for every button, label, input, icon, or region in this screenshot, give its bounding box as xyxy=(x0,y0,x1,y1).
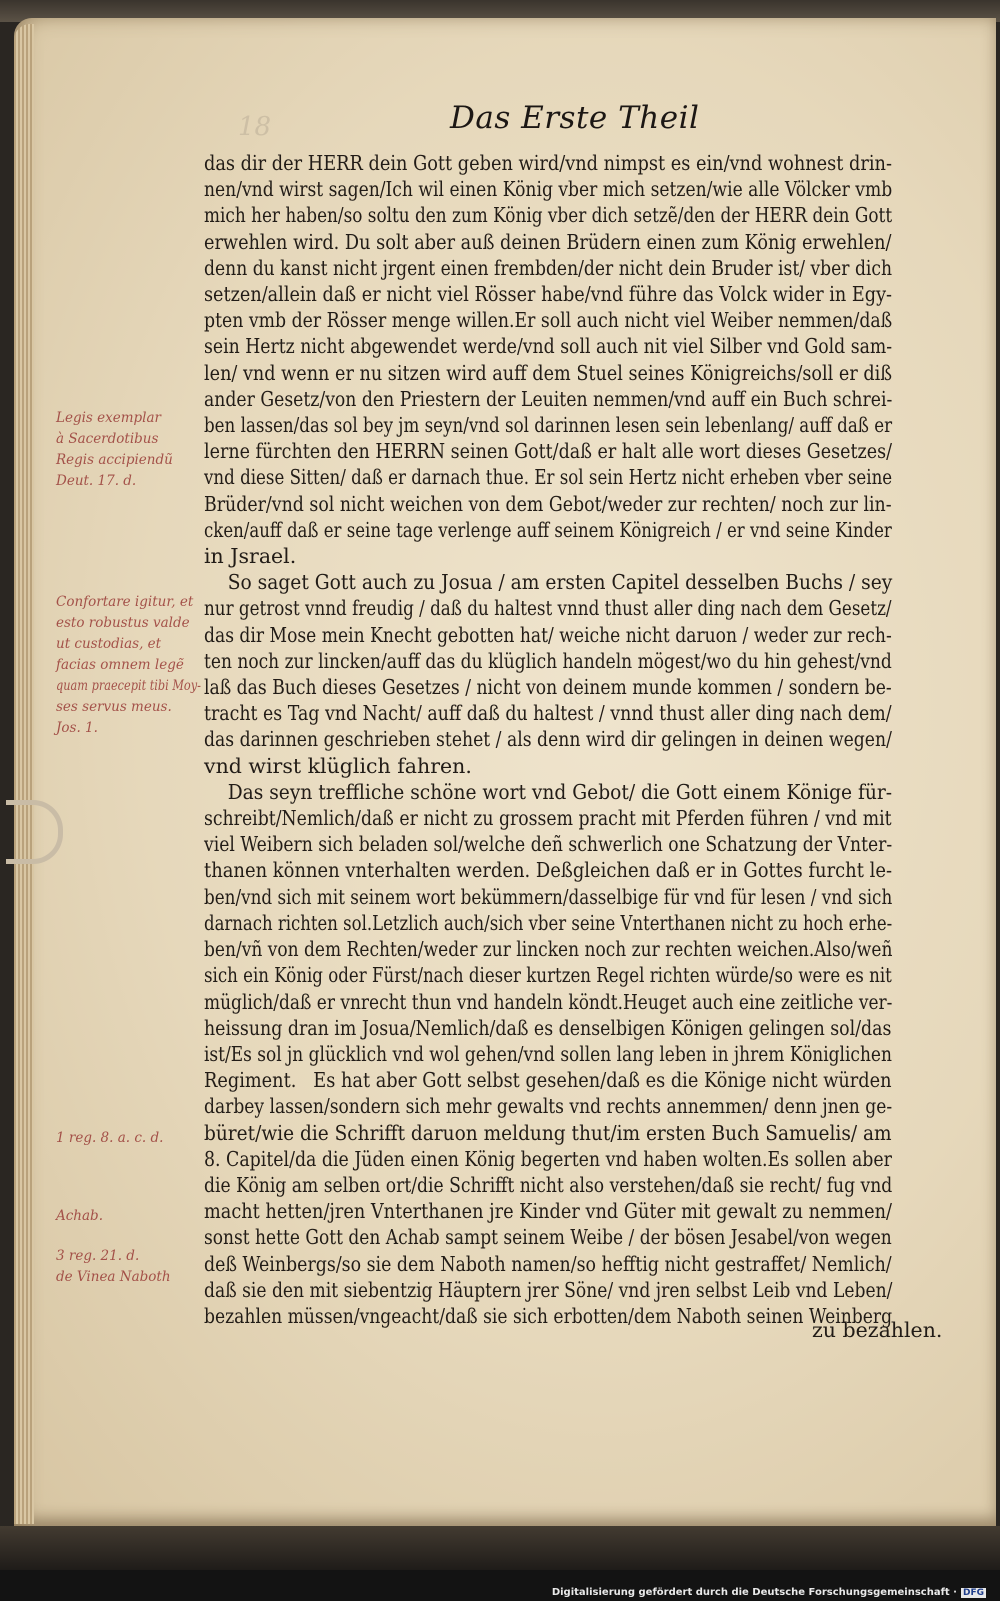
text-line: schreibt/Nemlich/daß er nicht zu grossem pracht mit Pferden führen / vnd mit xyxy=(204,806,892,831)
margin-note-line: esto robustus valde xyxy=(56,615,190,631)
text-line: ist/Es sol jn glücklich vnd wol gehen/vnd sollen lang leben in jhrem Königlichen xyxy=(204,1041,892,1066)
text-line: laß das Buch dieses Gesetzes / nicht von deinem munde kommen / sondern be- xyxy=(204,675,892,700)
text-line: denn du kanst nicht jrgent einen frembden/der nicht dein Bruder ist/ vber dich xyxy=(204,255,893,280)
text-line: ben lassen/das sol bey jm seyn/vnd sol darinnen lesen sein lebenlang/ auff daß er xyxy=(204,413,893,438)
scan-background-bottom xyxy=(0,1526,1000,1570)
text-line: Regiment. Es hat aber Gott selbst gesehen/daß es die Könige nicht würden xyxy=(204,1068,892,1093)
text-line: thanen können vnterhalten werden. Deßgleichen daß er in Gottes furcht le- xyxy=(204,858,893,883)
text-line: sich ein König oder Fürst/nach dieser kurtzen Regel richten würde/so were es nit xyxy=(204,963,892,988)
text-line: vnd diese Sitten/ daß er darnach thue. Er sol sein Hertz nicht erheben vber seine xyxy=(204,465,893,490)
margin-note-line: quam praecepit tibi Moy- xyxy=(56,678,201,694)
page-edges xyxy=(14,24,34,1524)
text-line: die König am selben ort/die Schrifft nicht also verstehen/daß sie recht/ fug vnd xyxy=(204,1172,893,1197)
margin-note-line: Jos. 1. xyxy=(56,720,98,736)
margin-note-line: 1 reg. 8. a. c. d. xyxy=(56,1130,164,1146)
text-line: deß Weinbergs/so sie dem Naboth namen/so hefftig nicht gestraffet/ Nemlich/ xyxy=(204,1251,892,1276)
text-line: das dir der HERR dein Gott geben wird/vnd nimpst es ein/vnd wohnest drin- xyxy=(204,151,892,175)
text-line: darbey lassen/sondern sich mehr gewalts vnd rechts annemmen/ denn jnen ge- xyxy=(204,1094,893,1119)
text-line: lerne fürchten den HERRN seinen Gott/daß er halt alle wort dieses Gesetzes/ xyxy=(204,439,893,464)
margin-note-line: 3 reg. 21. d. xyxy=(56,1248,140,1264)
text-line: das darinnen geschrieben stehet / als denn wird dir gelingen in deinen wegen/ xyxy=(204,727,892,752)
text-line: vnd wirst klüglich fahren. xyxy=(204,753,472,778)
text-line: nur getrost vnnd freudig / daß du haltest vnnd thust aller ding nach dem Gesetz/ xyxy=(204,596,892,621)
text-line: Das seyn treffliche schöne wort vnd Gebot/ die Gott einem Könige für- xyxy=(204,779,893,804)
margin-note-line: Achab. xyxy=(56,1208,103,1224)
margin-note-line: Regis accipiendũ xyxy=(56,452,173,468)
margin-note-legis-exemplar xyxy=(56,408,201,492)
paragraph-1 xyxy=(204,150,892,569)
text-line: das dir Mose mein Knecht gebotten hat/ weiche nicht daruon / weder zur rech- xyxy=(204,622,892,647)
text-line: darnach richten sol.Letzlich auch/sich vber seine Vnterthanen nicht zu hoch erhe- xyxy=(204,910,893,935)
text-line: ben/vnd sich mit seinem wort bekümmern/dasselbige für vnd für lesen / vnd sich xyxy=(204,884,893,909)
text-line: macht hetten/jren Vnterthanen jre Kinder vnd Güter mit gewalt zu nemmen/ xyxy=(204,1199,892,1224)
text-line: ander Gesetz/von den Priestern der Leuiten nemmen/vnd auff ein Buch schrei- xyxy=(204,386,893,411)
margin-note-line: Legis exemplar xyxy=(56,410,161,426)
margin-note-line: à Sacerdotibus xyxy=(56,431,159,447)
text-line: viel Weibern sich beladen sol/welche deñ schwerlich one Schatzung der Vnter- xyxy=(204,832,893,857)
body-text xyxy=(204,150,892,1329)
margin-note-achab xyxy=(56,1206,201,1227)
text-line: sein Hertz nicht abgewendet werde/vnd soll auch nit viel Silber vnd Gold sam- xyxy=(204,334,893,359)
text-line: tracht es Tag vnd Nacht/ auff daß du haltest / vnnd thust aller ding nach dem/ xyxy=(204,701,892,726)
book-clasp-ribbon xyxy=(6,800,63,864)
paragraph-3 xyxy=(204,779,892,1329)
text-line: len/ vnd wenn er nu sitzen wird auff dem Stuel seines Königreichs/soll er diß xyxy=(204,360,893,385)
text-line: daß sie den mit siebentzig Häuptern jrer Söne/ vnd jren selbst Leib vnd Leben/ xyxy=(204,1277,893,1302)
text-line: mich her haben/so soltu den zum König vber dich setzẽ/den der HERR dein Gott xyxy=(204,203,893,228)
margin-note-line: Deut. 17. d. xyxy=(56,473,137,489)
margin-note-3-reg-21 xyxy=(56,1246,201,1288)
text-line: Brüder/vnd sol nicht weichen von dem Gebot/weder zur rechten/ noch zur lin- xyxy=(204,491,892,516)
page-number: 18 xyxy=(238,112,272,142)
text-line: So saget Gott auch zu Josua / am ersten Capitel desselben Buchs / sey xyxy=(204,570,893,595)
text-line: erwehlen wird. Du solt aber auß deinen Brüdern einen zum König erwehlen/ xyxy=(204,229,892,254)
text-line: sonst hette Gott den Achab sampt seinem Weibe / der bösen Jesabel/von wegen xyxy=(204,1225,892,1250)
margin-note-1-reg-8 xyxy=(56,1128,201,1149)
catchword: zu bezahlen. xyxy=(812,1318,943,1342)
margin-note-line: ses servus meus. xyxy=(56,699,172,715)
margin-note-line: de Vinea Naboth xyxy=(56,1269,171,1285)
dfg-logo: DFG xyxy=(962,1588,984,1598)
text-line: nen/vnd wirst sagen/Ich wil einen König vber mich setzen/wie alle Völcker vmb xyxy=(204,177,893,202)
text-line: cken/auff daß er seine tage verlenge auff seinem Königreich / er vnd seine Kinder xyxy=(204,517,892,542)
text-line: heissung dran im Josua/Nemlich/daß es denselbigen Königen gelingen sol/das xyxy=(204,1015,892,1040)
text-line: ten noch zur lincken/auff das du klüglich handeln mögest/wo du hin gehest/vnd xyxy=(204,648,892,673)
footer-credit xyxy=(552,1587,986,1598)
text-line: in Jsrael. xyxy=(204,544,297,569)
margin-note-line: ut custodias, et xyxy=(56,636,162,652)
margin-note-confortare xyxy=(56,592,201,739)
footer-credit-text: Digitalisierung gefördert durch die Deutsche Forschungsgemeinschaft · xyxy=(551,1587,957,1598)
running-title: Das Erste Theil xyxy=(450,100,700,136)
text-line: pten vmb der Rösser menge willen.Er soll auch nicht viel Weiber nemmen/daß xyxy=(204,308,893,333)
margin-note-line: Confortare igitur, et xyxy=(56,594,194,610)
text-line: ben/vñ von dem Rechten/weder zur lincken noch zur rechten weichen.Also/weñ xyxy=(204,937,893,962)
text-line: bezahlen müssen/vngeacht/daß sie sich erbotten/dem Naboth seinen Weinberg xyxy=(204,1303,893,1328)
margin-note-line: facias omnem legẽ xyxy=(56,657,184,673)
text-line: 8. Capitel/da die Jüden einen König begerten vnd haben wolten.Es sollen aber xyxy=(204,1146,892,1171)
text-line: müglich/daß er vnrecht thun vnd handeln köndt.Heuget auch eine zeitliche ver- xyxy=(204,989,893,1014)
paragraph-2 xyxy=(204,569,892,779)
text-line: setzen/allein daß er nicht viel Rösser habe/vnd führe das Volck wider in Egy- xyxy=(204,282,893,307)
text-line: büret/wie die Schrifft daruon meldung thut/im ersten Buch Samuelis/ am xyxy=(204,1120,892,1145)
